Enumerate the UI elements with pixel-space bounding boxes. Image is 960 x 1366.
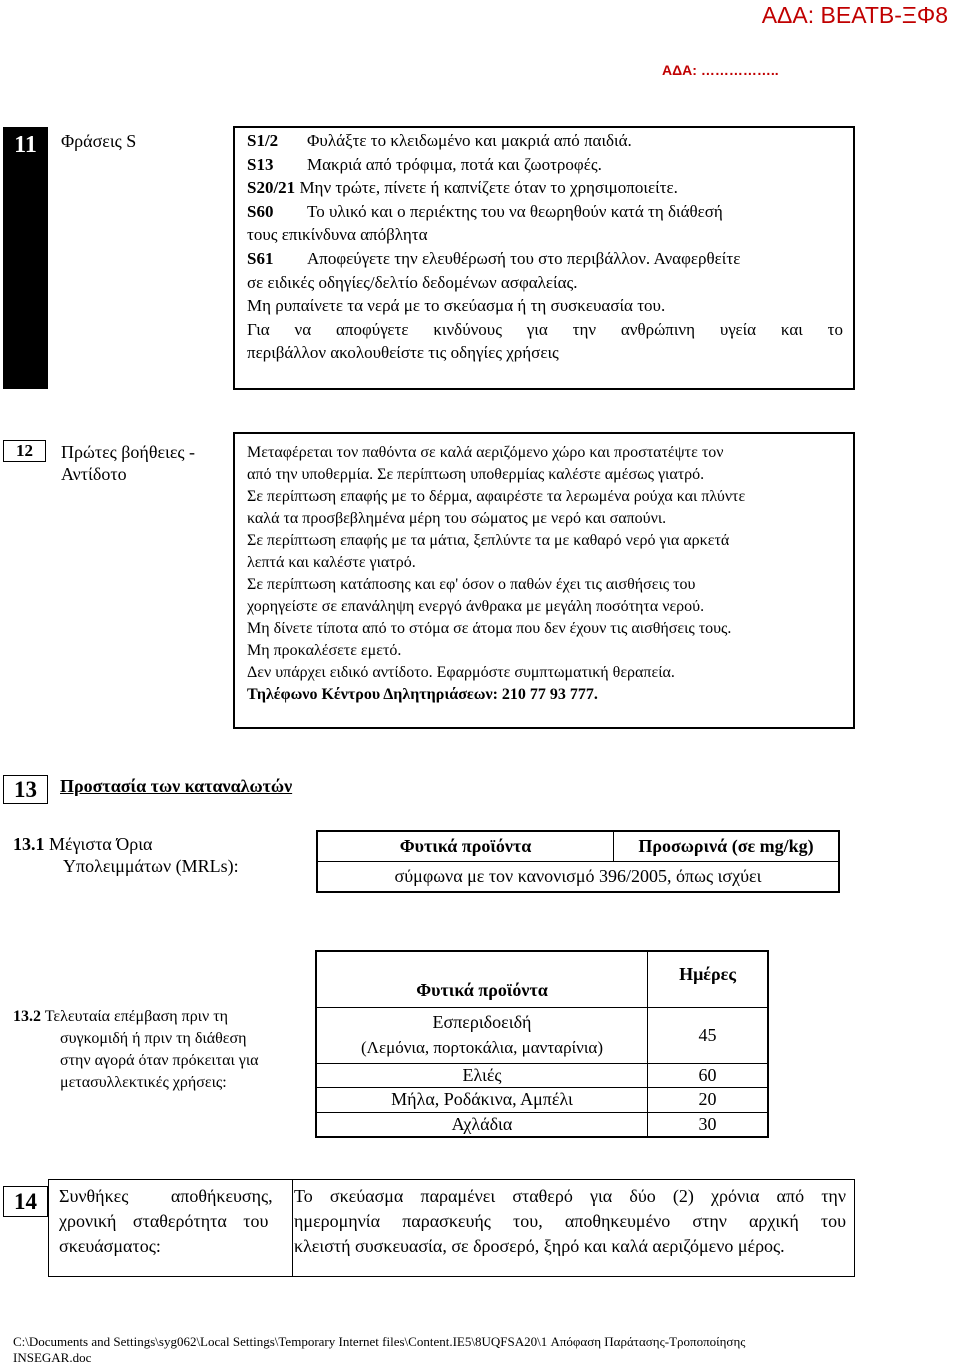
first-aid-line: Μη δίνετε τίποτα από το στόμα σε άτομα που δεν έχουν τις αισθήσεις τους. (247, 620, 732, 637)
footer-file-path (13, 1334, 953, 1366)
phi-row (316, 1087, 768, 1112)
first-aid-line: από την υποθερμία. Σε περίπτωση υποθερμίας καλέστε αμέσως γιατρό. (247, 466, 705, 483)
first-aid-line: Δεν υπάρχει ειδικό αντίδοτο. Εφαρμόστε συμπτωματική θεραπεία. (247, 664, 675, 681)
s-phrase-line (247, 129, 843, 153)
mrl-number: 13.1 (13, 834, 45, 854)
first-aid-line: Σε περίπτωση επαφής με το δέρμα, αφαιρέστε τα λερωμένα ρούχα και πλύντε (247, 488, 746, 505)
phi-label-line: Τελευταία επέμβαση πριν τη (44, 1008, 229, 1025)
first-aid-line: Μεταφέρεται τον παθόντα σε καλά αεριζόμενο χώρο και προστατέψτε τον (247, 444, 724, 461)
first-aid-line: χορηγείστε σε επανάληψη ενεργό άνθρακα με μεγάλη ποσότητα νερού. (247, 598, 705, 615)
section-13-number-text: 13 (14, 776, 37, 802)
s-code: S20/21 (247, 178, 296, 198)
s-text: Το υλικό και ο περιέκτης του να θεωρηθούν κατά τη διάθεσή (307, 201, 723, 221)
first-aid-line: Σε περίπτωση κατάποσης και εφ' όσον ο παθών έχει τις αισθήσεις του (247, 576, 696, 593)
mrl-regulation-cell: σύμφωνα με τον κανονισμό 396/2005, όπως ισχύει (317, 861, 839, 892)
phi-days-cell: 60 (648, 1063, 769, 1087)
phi-col-crops: Φυτικά προϊόντα (316, 951, 648, 1007)
phi-row (316, 1112, 768, 1137)
phi-number: 13.2 (13, 1008, 41, 1025)
ada-placeholder-line: ΑΔΑ: …………….. (662, 62, 779, 78)
section-11-number-text: 11 (14, 132, 37, 158)
s-code: S60 (247, 201, 274, 221)
s-phrase-line: Μη ρυπαίνετε τα νερά με το σκεύασμα ή τη συσκευασία του. (247, 296, 666, 316)
first-aid-line: καλά τα προσβεβλημένα μέρη του σώματος με νερό και σαπούνι. (247, 510, 667, 527)
section-11-box (233, 126, 855, 390)
phi-label-line: στην αγορά όταν πρόκειται για (60, 1052, 259, 1069)
phi-row (316, 1007, 768, 1063)
footer-path-line: C:\Documents and Settings\syg062\Local Settings\Temporary Internet files\Content.IE5\8UQFSA20\1 Απόφαση Παράτασης-Τροποποίησης (13, 1334, 746, 1349)
phi-label-line: μετασυλλεκτικές χρήσεις: (60, 1074, 227, 1091)
first-aid-text (247, 442, 845, 706)
storage-label-line: σκευάσματος: (59, 1236, 161, 1256)
s-code: S61 (247, 248, 274, 268)
footer-path-line: INSEGAR.doc (13, 1350, 92, 1365)
phi-row (316, 1063, 768, 1087)
section-12-box (233, 432, 855, 729)
phi-crop-cell: Ελιές (316, 1063, 648, 1087)
section-14-divider (292, 1179, 293, 1276)
phi-crop-cell (316, 1007, 648, 1063)
section-12-label (61, 441, 195, 485)
phi-col-days: Ημέρες (648, 951, 769, 1007)
storage-label-text: Συνθήκες αποθήκευσης, (59, 1186, 273, 1206)
s-phrases-list (247, 129, 843, 365)
storage-label-line: χρονική σταθερότητα του (59, 1211, 269, 1231)
label-line: Αντίδοτο (61, 464, 127, 484)
storage-line: κλειστή συσκευασία, σε δροσερό, ξηρό και καλά αεριζόμενο μέρος. (294, 1236, 785, 1256)
label-line: Πρώτες βοήθειες - (61, 442, 196, 462)
section-13-title: Προστασία των καταναλωτών (60, 776, 293, 796)
mrl-label (13, 833, 239, 877)
s-phrase-line (247, 247, 843, 271)
phi-table (315, 950, 769, 1138)
section-14-number-text: 14 (14, 1188, 37, 1214)
s-code: S13 (247, 154, 274, 174)
section-14-number (3, 1186, 48, 1217)
phi-crop-cell: Αχλάδια (316, 1112, 648, 1137)
phi-label (13, 1006, 259, 1094)
phi-crop-line: Εσπεριδοειδή (432, 1012, 532, 1032)
s-text: Φυλάξτε το κλειδωμένο και μακριά από παιδιά. (307, 131, 632, 150)
phi-days-cell: 20 (648, 1087, 769, 1112)
s-phrase-line (247, 153, 843, 177)
first-aid-line: Μη προκαλέσετε εμετό. (247, 642, 402, 659)
s-phrase-line (247, 200, 843, 224)
document-ada-title: ΑΔΑ: ΒΕΑΤΒ-ΞΦ8 (761, 2, 948, 28)
section-13-number (3, 775, 48, 804)
storage-line: ημερομηνία παρασκευής του, αποθηκευμένο στην αρχική του (294, 1211, 846, 1231)
storage-text (294, 1184, 846, 1259)
first-aid-line: Σε περίπτωση επαφής με τα μάτια, ξεπλύντε τα με καθαρό νερό για αρκετά (247, 532, 730, 549)
section-11-label: Φράσεις S (61, 131, 137, 151)
s-phrase-line (247, 176, 843, 200)
s-phrase-line: τους επικίνδυνα απόβλητα (247, 225, 428, 245)
phi-days-cell: 45 (648, 1007, 769, 1063)
mrl-col-values: Προσωρινά (σε mg/kg) (614, 831, 840, 861)
first-aid-line: λεπτά και καλέστε γιατρό. (247, 554, 416, 571)
mrl-label-line: Υπολειμμάτων (MRLs): (63, 856, 239, 876)
section-12-number (3, 440, 46, 462)
storage-label-line (59, 1184, 283, 1209)
mrl-label-line: Μέγιστα Όρια (49, 834, 153, 854)
s-text: Μην τρώτε, πίνετε ή καπνίζετε όταν το χρησιμοποιείτε. (299, 178, 678, 198)
mrl-table (316, 830, 840, 893)
section-14-label (59, 1184, 283, 1259)
section-11-number (3, 127, 48, 389)
s-phrase-line: Για να αποφύγετε κινδύνους για την ανθρώπινη υγεία και το (247, 319, 843, 339)
mrl-col-crops: Φυτικά προϊόντα (317, 831, 614, 861)
phi-crop-line: (Λεμόνια, πορτοκάλια, μανταρίνια) (361, 1038, 603, 1057)
poison-center-phone: Τηλέφωνο Κέντρου Δηλητηριάσεων: 210 77 93 777. (247, 686, 598, 703)
s-phrase-line: περιβάλλον ακολουθείστε τις οδηγίες χρήσεις (247, 343, 559, 363)
phi-crop-cell: Μήλα, Ροδάκινα, Αμπέλι (316, 1087, 648, 1112)
s-text: Μακριά από τρόφιμα, ποτά και ζωοτροφές. (307, 154, 602, 174)
storage-line: Το σκεύασμα παραμένει σταθερό για δύο (2) χρόνια από την (294, 1186, 846, 1206)
phi-days-cell: 30 (648, 1112, 769, 1137)
s-code: S1/2 (247, 131, 279, 150)
section-12-number-text: 12 (16, 441, 33, 460)
s-text: Αποφεύγετε την ελευθέρωσή του στο περιβάλλον. Αναφερθείτε (307, 248, 741, 268)
s-phrase-line: σε ειδικές οδηγίες/δελτίο δεδομένων ασφαλείας. (247, 272, 578, 292)
phi-label-line: συγκομιδή ή πριν τη διάθεση (60, 1030, 247, 1047)
